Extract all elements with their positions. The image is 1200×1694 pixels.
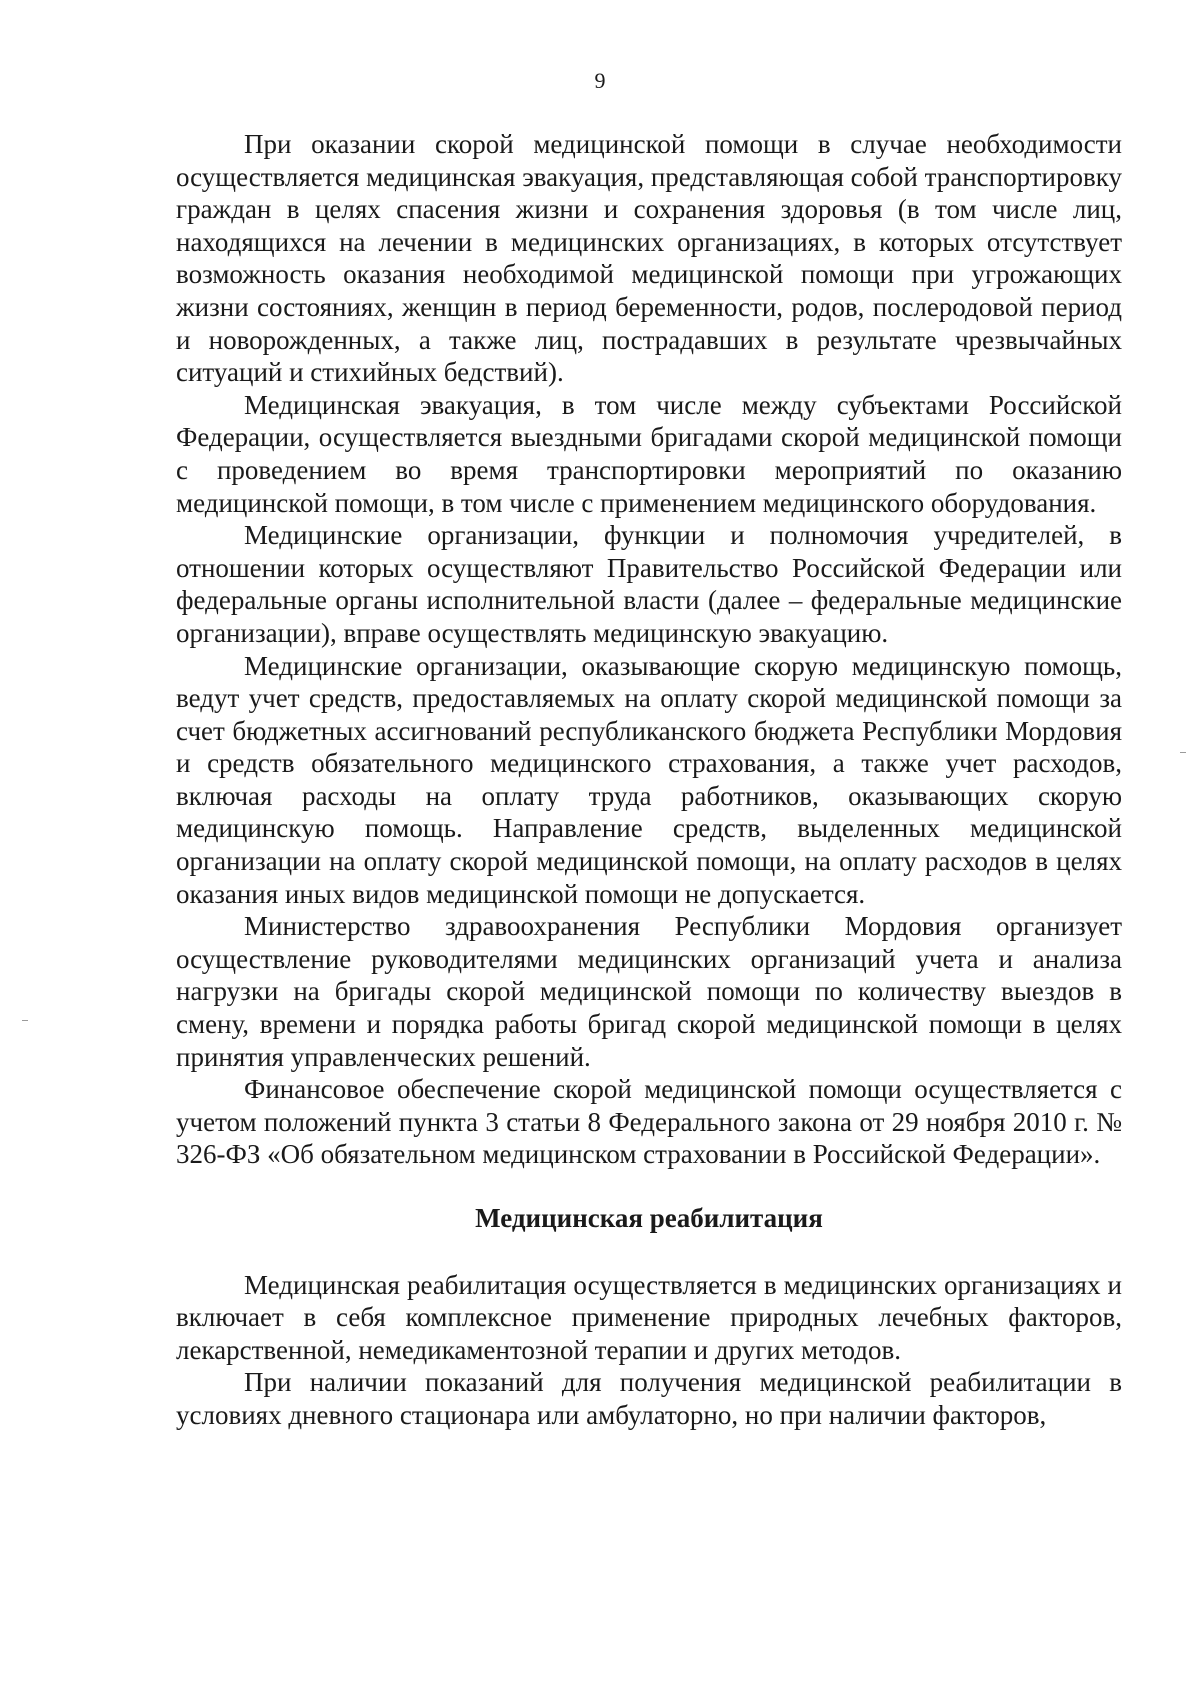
paragraph-medical-evacuation: При оказании скорой медицинской помощи в случае необходимости осуществляется медицинская эвакуация, представляющая собой транспортировку граждан в целях спасения жизни и сохранения здоровья (в том числе лиц, находящихся на лечении в медицинских организациях, в которых отсутствует возможность оказания необходимой медицинской помощи при угрожающих жизни состояниях, женщин в период беременности, родов, послеродовой период и новорожденных, а также лиц, пострадавших в результате чрезвычайных ситуаций и стихийных бедствий). xyxy=(176,129,1122,388)
scan-artifact-mark xyxy=(22,1020,28,1021)
page-number: 9 xyxy=(594,68,606,93)
scan-artifact-mark xyxy=(1180,752,1186,753)
section-heading-rehabilitation: Медицинская реабилитация xyxy=(475,1203,823,1233)
paragraph-financial-support: Финансовое обеспечение скорой медицинской помощи осуществляется с учетом положений пункта 3 статьи 8 Федерального закона от 29 ноября 2010 г. № 326-ФЗ «Об обязательном медицинском страховании в Российской Федерации». xyxy=(176,1074,1122,1170)
document-body xyxy=(176,128,1122,1432)
paragraph-rehabilitation-indications: При наличии показаний для получения медицинской реабилитации в условиях дневного стационара или амбулаторно, но при наличии факторов, xyxy=(176,1367,1122,1430)
paragraph-evacuation-brigades: Медицинская эвакуация, в том числе между субъектами Российской Федерации, осуществляется выездными бригадами скорой медицинской помощи с проведением во время транспортировки мероприятий по оказанию медицинской помощи, в том числе с применением медицинского оборудования. xyxy=(176,389,1122,518)
paragraph-federal-organizations: Медицинские организации, функции и полномочия учредителей, в отношении которых осуществляют Правительство Российской Федерации или федеральные органы исполнительной власти (далее – федеральные медицинские организации), вправе осуществлять медицинскую эвакуацию. xyxy=(176,520,1122,648)
paragraph-ministry-analysis: Министерство здравоохранения Республики Мордовия организует осуществление руководителями медицинских организаций учета и анализа нагрузки на бригады скорой медицинской помощи по количеству выездов в смену, времени и порядка работы бригад скорой медицинской помощи в целях принятия управленческих решений. xyxy=(176,911,1122,1072)
paragraph-funds-accounting: Медицинские организации, оказывающие скорую медицинскую помощь, ведут учет средств, предоставляемых на оплату скорой медицинской помощи за счет бюджетных ассигнований республиканского бюджета Республики Мордовия и средств обязательного медицинского страхования, а также учет расходов, включая расходы на оплату труда работников, оказывающих скорую медицинскую помощь. Направление средств, выделенных медицинской организации на оплату скорой медицинской помощи, на оплату расходов в целях оказания иных видов медицинской помощи не допускается. xyxy=(176,650,1122,909)
paragraph-rehabilitation-definition: Медицинская реабилитация осуществляется в медицинских организациях и включает в себя комплексное применение природных лечебных факторов, лекарственной, немедикаментозной терапии и других методов. xyxy=(176,1269,1122,1365)
